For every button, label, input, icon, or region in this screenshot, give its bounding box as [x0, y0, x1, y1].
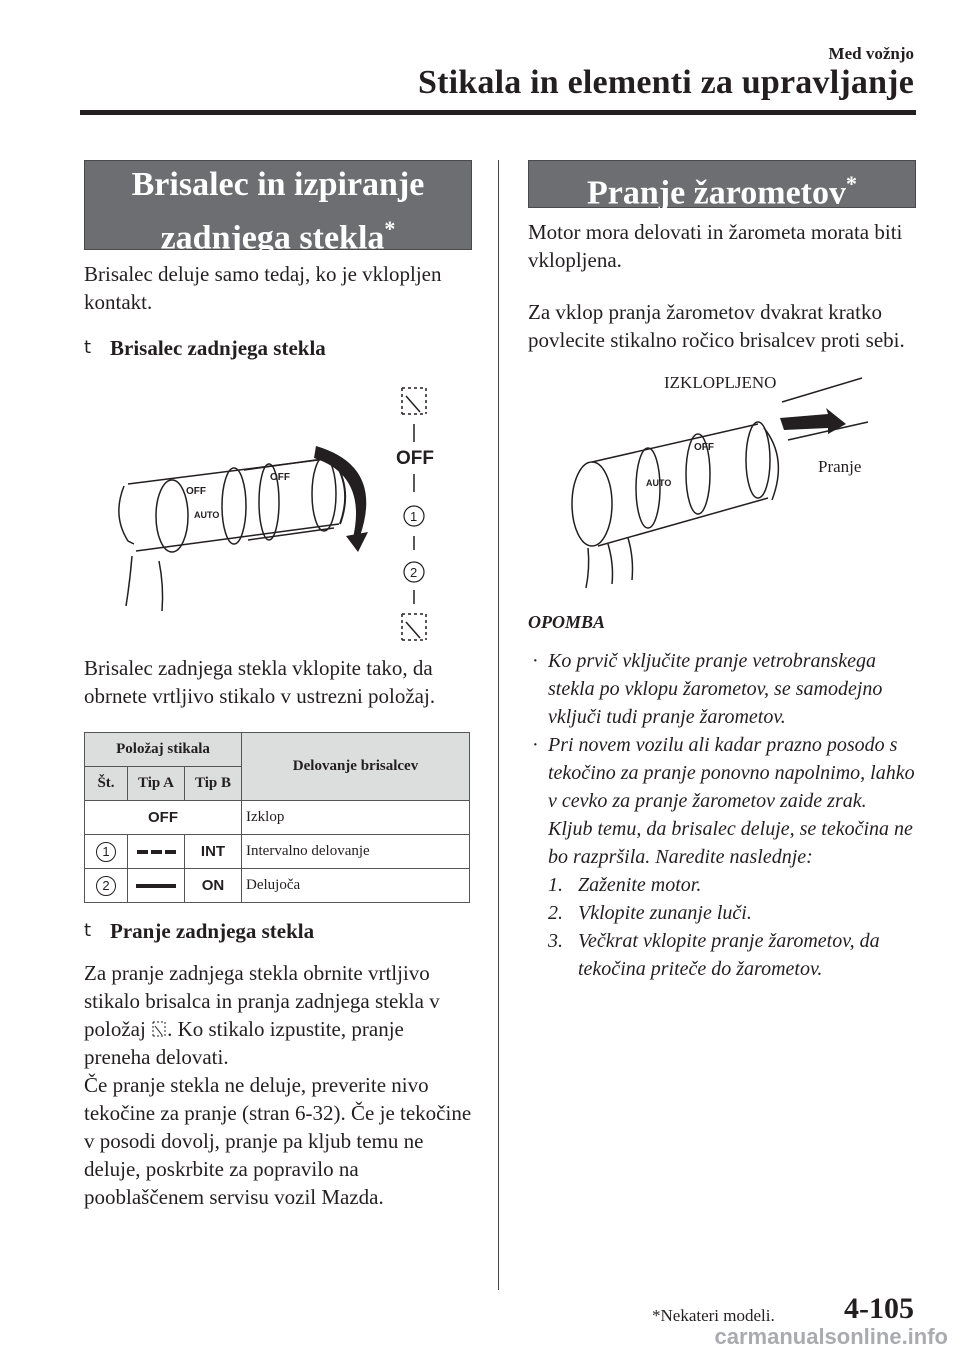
position-2-label: 2 — [410, 565, 418, 580]
intermittent-symbol-icon — [137, 850, 176, 854]
cell-no — [85, 835, 128, 869]
note-item — [528, 731, 916, 871]
washer-icon-top — [402, 388, 426, 414]
header-subtitle: Med vožnjo — [828, 44, 914, 63]
label-off: IZKLOPLJENO — [664, 373, 777, 392]
heading-bullet: t — [84, 920, 92, 941]
circle-number-1: 1 — [96, 842, 116, 862]
para-rotate-switch: Brisalec zadnjega stekla vklopite tako, da obrnete vrtljivo stikalo v ustrezni položaj. — [84, 656, 436, 708]
para-washer-start: Za pranje zadnjega stekla obrnite vrtljivo stikalo brisalca in pranja zadnjega stekla v položaj — [84, 961, 440, 1041]
th-position: Položaj stikala — [85, 733, 242, 767]
position-off-label: OFF — [396, 448, 434, 469]
label-wash: Pranje — [818, 457, 862, 476]
note-item — [528, 647, 916, 731]
rear-wiper-switch-figure — [84, 366, 472, 648]
cell-off: OFF — [85, 801, 242, 835]
table-row — [85, 835, 470, 869]
section-heading-text: Brisalec zadnjega stekla — [110, 336, 326, 360]
headlight-washer-illustration — [528, 368, 916, 598]
knob-off-label: OFF — [186, 486, 206, 497]
knob-auto-label: AUTO — [194, 510, 220, 520]
column-divider — [498, 160, 499, 1290]
ring-off-label: OFF — [270, 472, 290, 483]
para-washer-end: . Ko stikalo izpustite, pranje preneha delovati. — [84, 1017, 404, 1069]
step-number: 3. — [548, 930, 563, 952]
cell-operation: Delujoča — [242, 869, 470, 903]
headlight-washer-figure — [528, 368, 916, 598]
banner-title: Pranje žarometov — [587, 174, 846, 212]
banner-line2-wrap — [85, 207, 471, 260]
step-text: Zaženite motor. — [578, 874, 702, 896]
header-title: Stikala in elementi za upravljanje — [418, 64, 914, 101]
left-column — [84, 160, 472, 1211]
banner-asterisk: * — [384, 216, 396, 241]
note-step — [528, 871, 916, 899]
knob-auto-label: AUTO — [646, 478, 672, 488]
step-text: Vklopite zunanje luči. — [578, 902, 752, 924]
right-column — [528, 160, 916, 983]
cell-operation: Izklop — [242, 801, 470, 835]
note-title: OPOMBA — [528, 612, 606, 632]
rear-wiper-switch-illustration — [84, 366, 472, 648]
washer-icon-bottom — [402, 614, 426, 640]
step-text: Večkrat vklopite pranje žarometov, da tekočina priteče do žarometov. — [578, 930, 880, 980]
ring-off-label: OFF — [694, 442, 714, 453]
section-heading-rear-washer — [84, 917, 472, 945]
step-number: 1. — [548, 874, 563, 896]
table-row — [85, 869, 470, 903]
note-step — [528, 927, 916, 983]
cell-no — [85, 869, 128, 903]
para-washer — [84, 959, 472, 1071]
cell-type-b: INT — [185, 835, 242, 869]
circle-number-2: 2 — [96, 876, 116, 896]
cell-type-b: ON — [185, 869, 242, 903]
section-heading-text: Pranje zadnjega stekla — [110, 919, 315, 943]
banner-asterisk: * — [845, 171, 857, 196]
th-type-b: Tip B — [185, 767, 242, 801]
section-banner-headlight-washer — [528, 160, 916, 212]
step-number: 2. — [548, 902, 563, 924]
table-row — [85, 801, 470, 835]
banner-line1: Brisalec in izpiranje — [131, 166, 425, 203]
section-banner-rear-wiper — [84, 160, 472, 257]
watermark: carmanualsonline.info — [714, 1324, 948, 1349]
page-number: 4-105 — [844, 1292, 914, 1325]
switch-position-table — [84, 732, 470, 903]
cell-operation: Intervalno delovanje — [242, 835, 470, 869]
heading-bullet: t — [84, 337, 92, 358]
para-check-fluid: Če pranje stekla ne deluje, preverite nivo tekočine za pranje (stran 6-32). Če je tekočine v posodi dovolj, pranje pa kljub temu ne deluje, poskrbite za popravilo na pooblaščenem servisu vozil Mazda. — [84, 1073, 472, 1209]
section-heading-rear-wiper — [84, 334, 472, 362]
note-bullet: · — [532, 734, 539, 756]
intro-text: Brisalec deluje samo tedaj, ko je vklopljen kontakt. — [84, 262, 442, 314]
note-step — [528, 899, 916, 927]
continuous-symbol-icon — [136, 884, 176, 888]
th-no: Št. — [85, 767, 128, 801]
note-bullet: · — [532, 650, 539, 672]
rotation-arrow-icon — [314, 446, 366, 542]
th-operation: Delovanje brisalcev — [242, 733, 470, 801]
cell-type-a — [128, 869, 185, 903]
pull-arrow-icon — [780, 408, 846, 434]
washer-inline-icon — [151, 1020, 167, 1038]
footnote: *Nekateri modeli. — [652, 1306, 775, 1325]
note-item-text: Ko prvič vključite pranje vetrobranskega stekla po vklopu žarometov, se samodejno vključi tudi pranje žarometov. — [548, 650, 883, 728]
banner-line2: zadnjega stekla — [160, 219, 385, 257]
position-1-label: 1 — [410, 509, 418, 524]
para-pull-lever: Za vklop pranja žarometov dvakrat kratko povlecite stikalno ročico brisalcev proti sebi. — [528, 300, 905, 352]
note-item-text: Pri novem vozilu ali kadar prazno posodo s tekočino za pranje ponovno napolnimo, lahko v cevko za pranje žarometov zaide zrak. Kljub temu, da brisalec deluje, se tekočina ne bo razpršila. Naredite naslednje: — [548, 734, 915, 868]
header-rule — [80, 110, 916, 115]
th-type-a: Tip A — [128, 767, 185, 801]
para-engine-running: Motor mora delovati in žarometa morata biti vklopljena. — [528, 220, 903, 272]
cell-type-a — [128, 835, 185, 869]
